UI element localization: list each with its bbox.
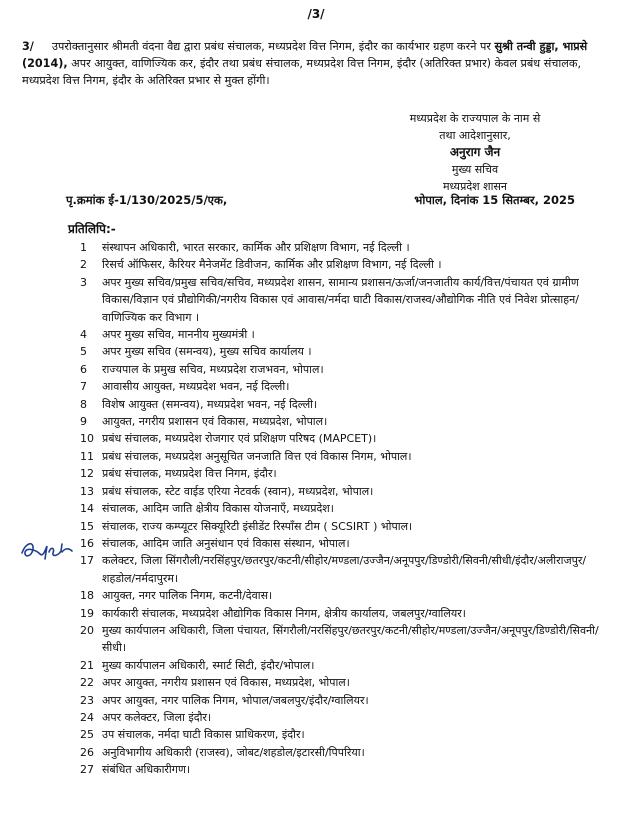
cc-item-number: 12 [80,467,94,481]
cc-item-text: अपर कलेक्टर, जिला इंदौर। [102,710,212,724]
cc-item-text: कलेक्टर, जिला सिंगरौली/नरसिंहपुर/छतरपुर/कटनी/सीहोर/मण्डला/उज्जैन/अनूपपुर/डिण्डोरी/सिवनी/सीधी/इंदौर/अलीराजपुर/शहडोल/नर्मदापुरम। [102,554,587,585]
cc-item-text: संचालक, आदिम जाति क्षेत्रीय विकास योजनाएँ, मध्यप्रदेश। [102,502,334,516]
cc-list-item [80,518,600,535]
cc-item-number: 3 [80,275,87,289]
paragraph-text-1: उपरोक्तानुसार श्रीमती वंदना वैद्य द्वारा प्रबंध संचालक, मध्यप्रदेश वित्त निगम, इंदौर का कार्यभार ग्रहण करने पर [51,40,495,53]
cc-label: प्रतिलिपि:- [68,222,116,236]
authority-line-2: तथा आदेशानुसार, [439,129,511,142]
cc-item-text: अपर आयुक्त, नगरीय प्रशासन एवं विकास, मध्यप्रदेश, भोपाल। [102,676,350,690]
signatory-designation: मुख्य सचिव [451,163,499,176]
cc-item-number: 16 [80,536,94,550]
cc-item-number: 23 [80,693,94,707]
cc-item-number: 15 [80,519,94,533]
officer-name: सुश्री तन्वी हुड्डा, भाप्रसे (2014), [22,40,588,70]
signatory-office: मध्यप्रदेश शासन [442,180,508,193]
cc-list-item [80,343,600,360]
cc-list-item [80,657,600,674]
cc-item-number: 26 [80,745,94,759]
cc-list-item [80,674,600,691]
cc-item-text: कार्यकारी संचालक, मध्यप्रदेश औद्योगिक विकास निगम, क्षेत्रीय कार्यालय, जबलपुर/ग्वालियर। [102,606,466,620]
cc-item-text: आयुक्त, नगर पालिक निगम, कटनी/देवास। [102,589,273,603]
cc-item-number: 19 [80,606,94,620]
cc-item-number: 18 [80,589,94,603]
cc-item-number: 24 [80,710,94,724]
cc-item-number: 11 [80,449,94,463]
page-number: /3/ [307,7,325,21]
cc-list-item [80,483,600,500]
cc-item-text: रिसर्च ऑफिसर, कैरियर मैनेजमेंट डिवीजन, कार्मिक और प्रशिक्षण विभाग, नई दिल्ली । [102,258,442,272]
cc-list-item [80,605,600,622]
cc-item-text: संस्थापन अधिकारी, भारत सरकार, कार्मिक और प्रशिक्षण विभाग, नई दिल्ली । [102,241,410,254]
cc-list-item [80,430,600,447]
cc-list-item [80,744,600,761]
cc-list-item [80,726,600,743]
cc-item-number: 13 [80,484,94,498]
cc-list-item [80,465,600,482]
cc-list-item [80,587,600,604]
cc-list-item [80,256,600,273]
cc-list [80,239,600,779]
cc-item-text: प्रबंध संचालक, मध्यप्रदेश वित्त निगम, इंदौर। [102,467,277,481]
cc-list-item [80,761,600,778]
cc-item-number: 1 [80,241,87,254]
reference-number: पृ.क्रमांक ई-1/130/2025/5/एक, [66,193,228,207]
cc-item-text: आयुक्त, नगरीय प्रशासन एवं विकास, मध्यप्रदेश, भोपाल। [102,415,328,429]
cc-item-text: मुख्य कार्यपालन अधिकारी, स्मार्ट सिटी, इंदौर/भोपाल। [102,658,315,672]
cc-list-item [80,535,600,552]
cc-item-text: अपर आयुक्त, नगर पालिक निगम, भोपाल/जबलपुर/इंदौर/ग्वालियर। [102,693,369,707]
cc-item-text: राज्यपाल के प्रमुख सचिव, मध्यप्रदेश राजभवन, भोपाल। [102,362,324,376]
cc-item-number: 17 [80,554,94,568]
cc-item-number: 10 [80,432,94,446]
cc-list-item [80,378,600,395]
cc-item-text: प्रबंध संचालक, स्टेट वाईड एरिया नेटवर्क (स्वान), मध्यप्रदेश, भोपाल। [102,484,374,498]
cc-list-item [80,274,600,326]
cc-item-text: अपर मुख्य सचिव/प्रमुख सचिव/सचिव, मध्यप्रदेश शासन, सामान्य प्रशासन/ऊर्जा/जनजातीय कार्य/वित्त/पंचायत एवं ग्रामीण विकास/विज्ञान एवं प्रौद्योगिकी/नगरीय विकास एवं आवास/नर्मदा घाटी विकास/राजस्व/औद्योगिक नीति एवं निवेश प्रोत्साहन/वाणिज्यिक कर विभाग । [102,275,579,324]
cc-item-text: आवासीय आयुक्त, मध्यप्रदेश भवन, नई दिल्ली। [102,380,290,394]
order-paragraph [22,38,617,89]
cc-item-number: 9 [80,415,87,429]
cc-item-text: संचालक, राज्य कम्प्यूटर सिक्यूरिटी इंसीडेंट रिस्पॉंस टीम ( SCSIRT ) भोपाल। [102,519,413,533]
cc-list-item [80,326,600,343]
authority-line-1: मध्यप्रदेश के राज्यपाल के नाम से [409,112,541,125]
cc-item-text: प्रबंध संचालक, मध्यप्रदेश अनुसूचित जनजाति वित्त एवं विकास निगम, भोपाल। [102,449,412,463]
date-line: भोपाल, दिनांक 15 सितम्बर, 2025 [414,193,575,207]
cc-item-text: उप संचालक, नर्मदा घाटी विकास प्राधिकरण, इंदौर। [102,728,305,742]
cc-item-number: 14 [80,502,94,516]
cc-item-number: 21 [80,658,94,672]
cc-item-text: विशेष आयुक्त (समन्वय), मध्यप्रदेश भवन, नई दिल्ली। [102,397,318,411]
cc-list-item [80,448,600,465]
cc-item-text: अनुविभागीय अधिकारी (राजस्व), जोबट/शहडोल/इटारसी/पिपरिया। [102,745,365,759]
cc-item-number: 8 [80,397,87,411]
cc-item-number: 27 [80,763,94,777]
cc-list-item [80,552,600,587]
cc-item-number: 20 [80,623,94,637]
cc-item-number: 5 [80,345,87,359]
cc-item-text: प्रबंध संचालक, मध्यप्रदेश रोजगार एवं प्रशिक्षण परिषद (MAPCET)। [102,432,377,446]
signature-block [380,110,570,195]
cc-item-number: 22 [80,676,94,690]
cc-item-text: अपर मुख्य सचिव, माननीय मुख्यमंत्री । [102,328,255,342]
cc-item-text: संबंधित अधिकारीगण। [102,763,191,777]
cc-item-text: मुख्य कार्यपालन अधिकारी, जिला पंचायत, सिंगरौली/नरसिंहपुर/छतरपुर/कटनी/सीहोर/मण्डला/उज्जैन/अनूपपुर/डिण्डोरी/सिवनी/सीधी। [102,623,599,655]
cc-item-text: अपर मुख्य सचिव (समन्वय), मुख्य सचिव कार्यालय । [102,345,312,359]
cc-item-number: 4 [80,328,87,342]
signatory-name: अनुराग जैन [449,145,501,159]
cc-item-number: 25 [80,728,94,742]
cc-list-item [80,396,600,413]
handwritten-initials-icon [18,536,76,566]
cc-item-number: 6 [80,362,87,376]
cc-list-item [80,692,600,709]
cc-item-text: संचालक, आदिम जाति अनुसंधान एवं विकास संस्थान, भोपाल। [102,536,350,550]
paragraph-text-2: अपर आयुक्त, वाणिज्यिक कर, इंदौर तथा प्रबंध संचालक, मध्यप्रदेश वित्त निगम, इंदौर (अतिरिक्त प्रभार) केवल प्रबंध संचालक, मध्यप्रदेश वित्त निगम, इंदौर के अतिरिक्त प्रभार से मुक्त होंगी। [22,57,582,87]
cc-item-number: 7 [80,380,87,394]
cc-list-item [80,361,600,378]
cc-list-item [80,709,600,726]
cc-list-item [80,500,600,517]
paragraph-number: 3/ [22,40,34,53]
cc-list-item [80,239,600,256]
cc-item-number: 2 [80,258,87,272]
cc-list-item [80,622,600,657]
cc-list-item [80,413,600,430]
